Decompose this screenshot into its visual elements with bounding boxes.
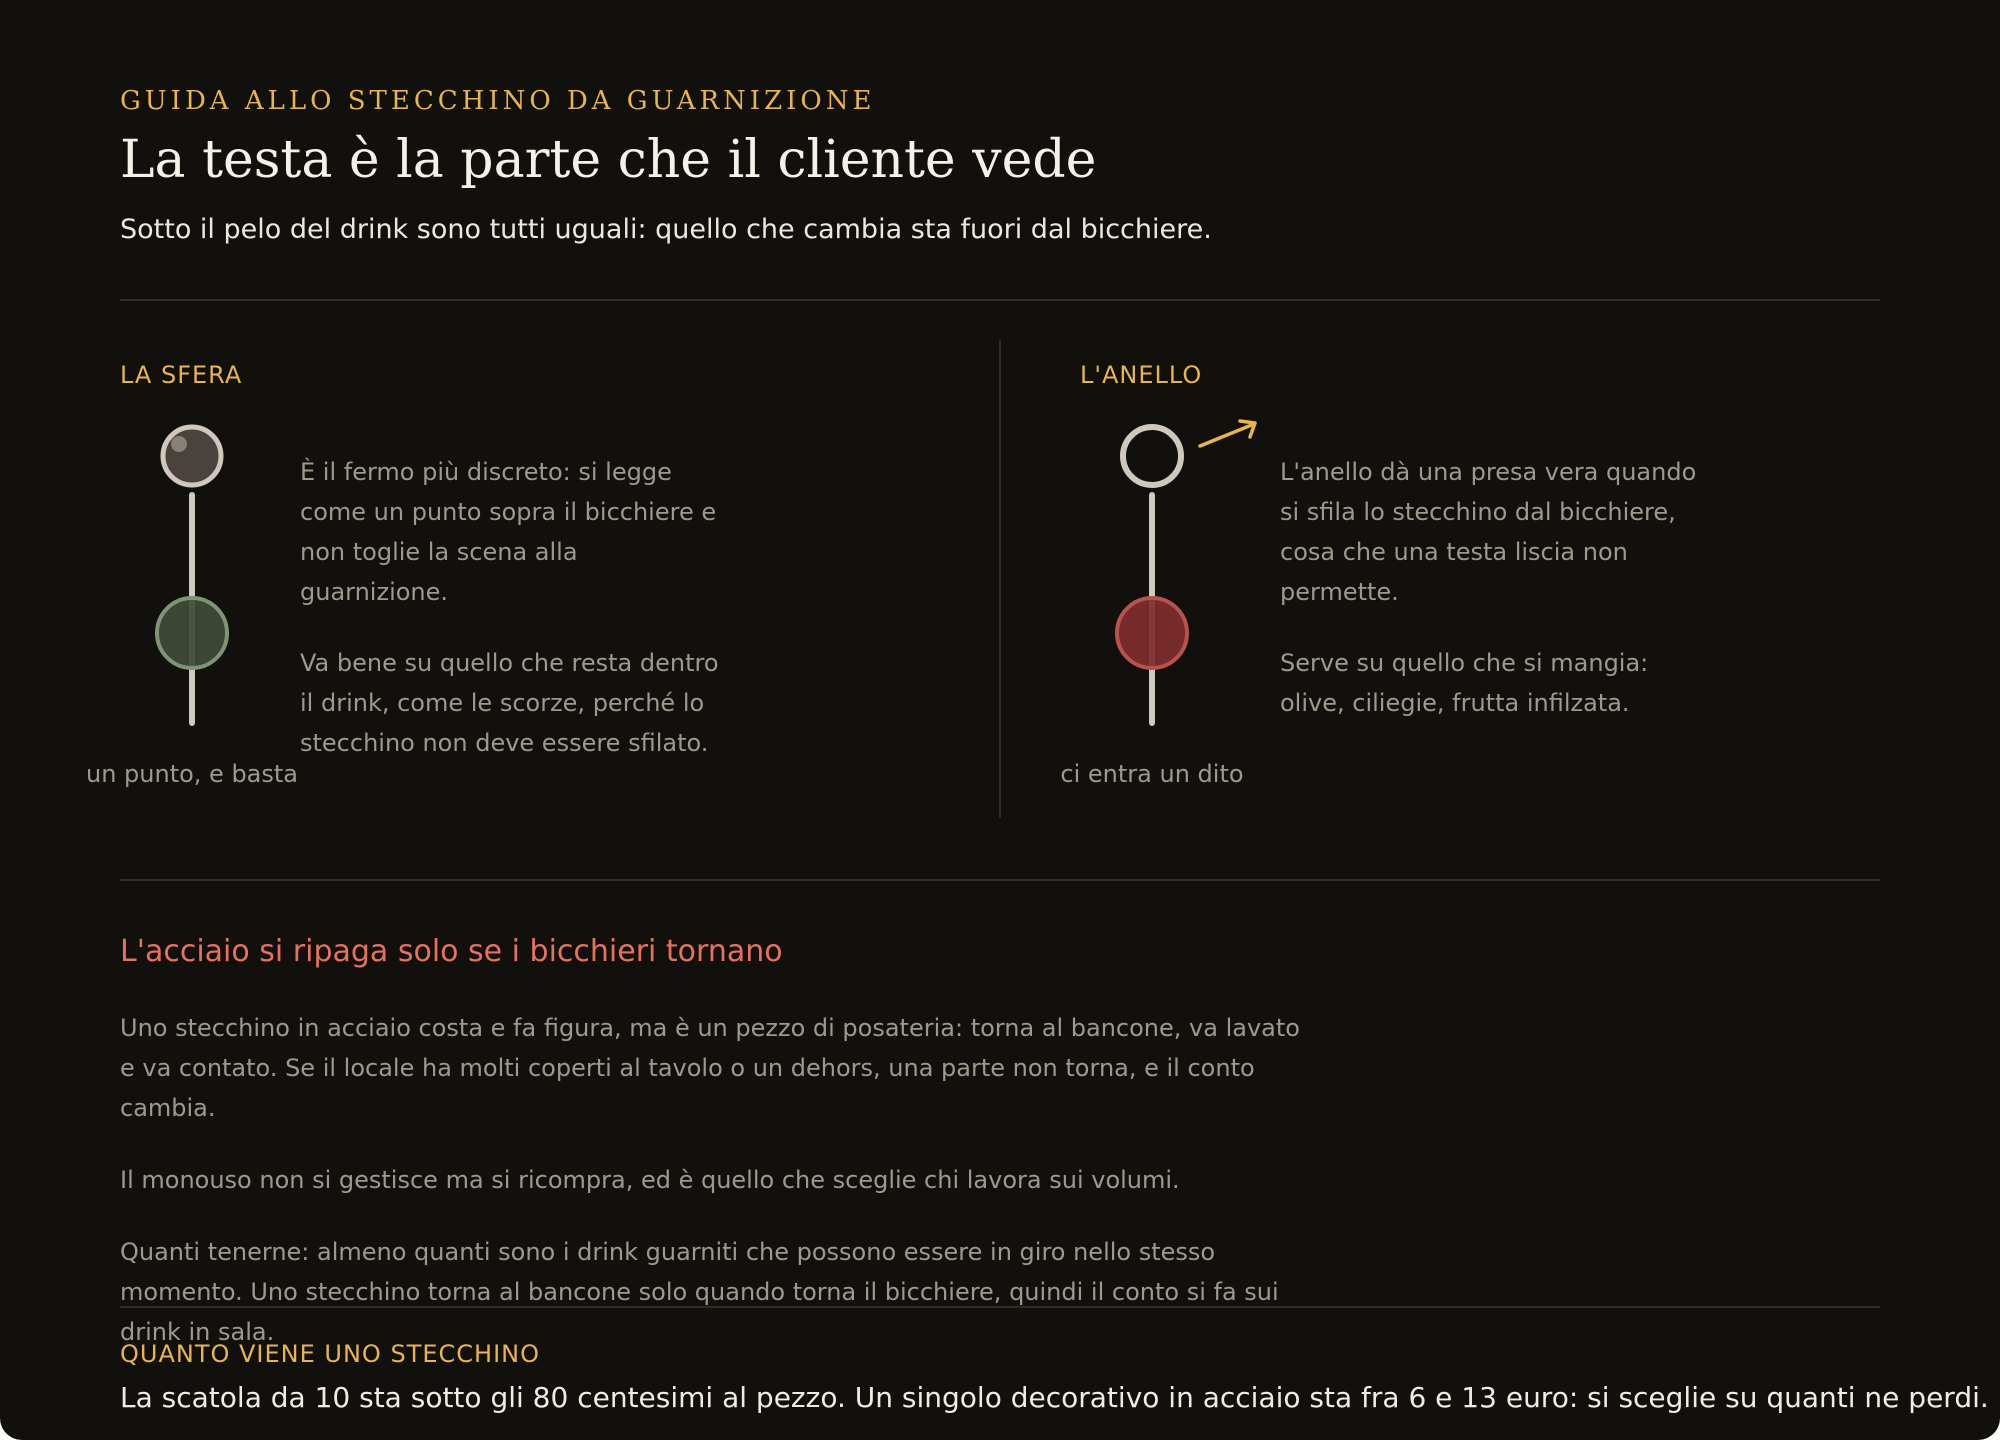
page-subtitle: Sotto il pelo del drink sono tutti uguali: quello che cambia sta fuori dal bicchiere. [120, 214, 1212, 245]
sphere-description [300, 452, 730, 794]
sphere-paragraph: È il fermo più discreto: si legge come un punto sopra il bicchiere e non toglie la scena alla guarnizione. [300, 458, 717, 606]
column-divider [999, 340, 1001, 818]
sphere-pick-diagram [137, 420, 247, 730]
steel-body [120, 1008, 1320, 1384]
divider [120, 879, 1880, 881]
ring-pick-diagram [1097, 420, 1207, 730]
pull-arrow-icon [1196, 416, 1264, 452]
pricing-label: QUANTO VIENE UNO STECCHINO [120, 1340, 540, 1368]
red-cherry-icon [1117, 598, 1187, 668]
steel-paragraph: Il monouso non si gestisce ma si ricompra, ed è quello che sceglie chi lavora sui volumi. [120, 1166, 1180, 1194]
page-title: La testa è la parte che il cliente vede [120, 130, 1097, 190]
sphere-paragraph: Va bene su quello che resta dentro il drink, come le scorze, perché lo stecchino non deve essere sfilato. [300, 649, 719, 757]
divider [120, 299, 1880, 301]
divider [120, 1306, 1880, 1308]
guide-eyebrow: GUIDA ALLO STECCHINO DA GUARNIZIONE [120, 86, 876, 116]
steel-paragraph: Quanti tenerne: almeno quanti sono i drink guarniti che possono essere in giro nello stesso momento. Uno stecchino torna al bancone solo quando torna il bicchiere, quindi il conto si fa sui drink in sala. [120, 1238, 1279, 1346]
ring-paragraph: Serve su quello che si mangia: olive, ciliegie, frutta infilzata. [1280, 649, 1649, 717]
sphere-caption: un punto, e basta [85, 760, 298, 788]
ring-paragraph: L'anello dà una presa vera quando si sfila lo stecchino dal bicchiere, cosa che una testa liscia non permette. [1280, 458, 1697, 606]
ring-caption: ci entra un dito [1060, 760, 1244, 788]
ring-section-label: L'ANELLO [1080, 361, 1203, 389]
pricing-text: La scatola da 10 sta sotto gli 80 centesimi al pezzo. Un singolo decorativo in acciaio sta fra 6 e 13 euro: si sceglie su quanti ne perdi. [120, 1381, 1989, 1414]
ring-description [1280, 452, 1710, 754]
steel-heading: L'acciaio si ripaga solo se i bicchieri tornano [120, 934, 783, 969]
sphere-head-icon [163, 427, 221, 726]
ring-head-icon [1123, 427, 1181, 726]
green-olive-icon [157, 598, 227, 668]
sphere-section-label: LA SFERA [120, 361, 243, 389]
steel-paragraph: Uno stecchino in acciaio costa e fa figura, ma è un pezzo di posateria: torna al bancone, va lavato e va contato. Se il locale ha molti coperti al tavolo o un dehors, una parte non torna, e il conto cambia. [120, 1014, 1300, 1122]
